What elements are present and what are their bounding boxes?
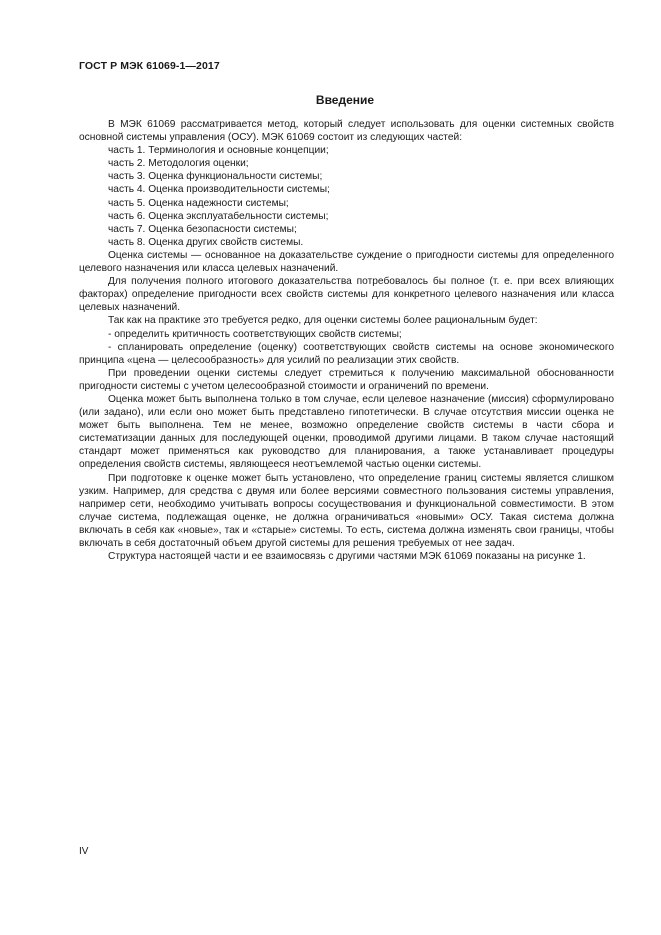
paragraph-justification: При проведении оценки системы следует стремиться к получению максимальной обоснованности пригодности системы с учетом целесообразной стоимости и ограничений по времени.	[79, 367, 614, 392]
bullet-item: - спланировать определение (оценку) соответствующих свойств системы на основе экономического принципа «цена — целесообразность» для усилий по реализации этих свойств.	[79, 341, 614, 366]
body-text	[79, 118, 614, 563]
paragraph-evaluation-definition: Оценка системы — основанное на доказательстве суждение о пригодности системы для определенного целевого назначения или класса целевых назначений.	[79, 249, 614, 275]
standard-header: ГОСТ Р МЭК 61069-1—2017	[79, 60, 220, 72]
paragraph-mission: Оценка может быть выполнена только в том случае, если целевое назначение (миссия) сформулировано (или задано), или если оно может быть представлено гипотетически. В случае отсутствия миссии оценка не может быть выполнена. Тем не менее, возможно определение свойств системы в части сбора и систематизации данных для последующей оценки, проводимой другими лицами. В таком случае настоящий стандарт может применяться как руководство для планирования, а также устанавливает процедуры определения свойств системы, являющееся неотъемлемой частью оценки системы.	[79, 393, 614, 471]
paragraph-structure: Структура настоящей части и ее взаимосвязь с другими частями МЭК 61069 показаны на рисунке 1.	[108, 551, 586, 563]
bullet-item: - определить критичность соответствующих свойств системы;	[108, 328, 402, 340]
paragraph-full-evidence: Для получения полного итогового доказательства потребовалось бы полное (т. е. при всех влияющих факторах) определение пригодности всех свойств системы для конкретного целевого назначения или класса целевых назначений.	[79, 276, 614, 314]
section-title: Введение	[315, 93, 375, 107]
list-item: часть 7. Оценка безопасности системы;	[108, 223, 297, 235]
page-number: IV	[79, 846, 89, 857]
list-item: часть 8. Оценка других свойств системы.	[108, 236, 304, 248]
list-item: часть 3. Оценка функциональности системы;	[108, 171, 323, 183]
list-item: часть 4. Оценка производительности системы;	[108, 184, 330, 196]
list-item: часть 5. Оценка надежности системы;	[108, 197, 289, 209]
parts-list	[79, 144, 614, 249]
paragraph-boundaries: При подготовке к оценке может быть установлено, что определение границ системы является слишком узким. Например, для средства с двумя или более версиями совместного пользования системы управления, например сети, необходимо учитывать вопросы сосуществования и функциональной совместимости. В этом случае система, подлежащая оценке, не должна ограничиваться «новыми» ОСУ. Такая система должна включать в себя как «новые», так и «старые» системы. То есть, система должна изменять свои границы, чтобы включать в себя достаточный объем другой системы для решения требуемых от нее задач.	[79, 472, 614, 549]
list-item: часть 2. Методология оценки;	[108, 158, 249, 170]
list-item: часть 6. Оценка эксплуатабельности системы;	[108, 210, 329, 222]
list-item: часть 1. Терминология и основные концепции;	[108, 145, 329, 157]
intro-paragraph: В МЭК 61069 рассматривается метод, который следует использовать для оценки системных свойств основной системы управления (ОСУ). МЭК 61069 состоит из следующих частей:	[79, 119, 614, 144]
paragraph-practice: Так как на практике это требуется редко, для оценки системы более рациональным будет:	[108, 315, 538, 327]
